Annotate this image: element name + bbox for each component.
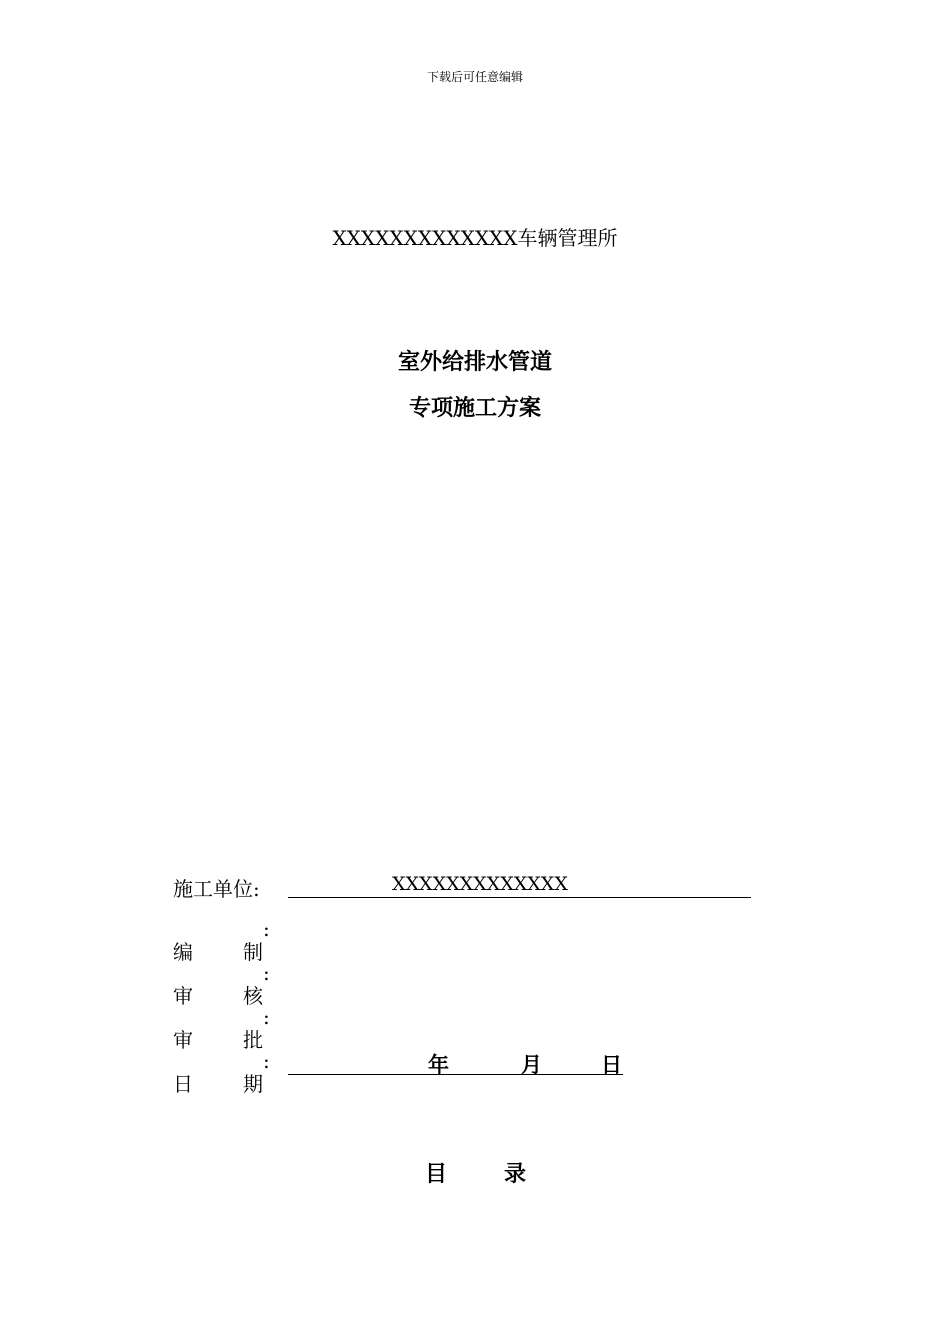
review-label-char-2: 核 [243,984,263,1008]
review-label-char-1: 审 [173,984,193,1008]
toc-title-char-1: 目 [425,1162,448,1187]
document-title-line-2: 专项施工方案 [408,396,541,421]
approve-label-char-2: 批 [243,1028,263,1052]
construction-unit-field[interactable] [288,873,751,898]
approve-row [173,1005,373,1052]
review-row [173,961,373,1008]
author-row [173,917,373,964]
toc-title-char-2: 录 [504,1162,527,1187]
construction-unit-label: 施工单位: [173,877,260,901]
header-note: 下载后可任意编辑 [426,70,523,84]
review-colon: : [263,961,270,985]
date-label-char-1: 日 [173,1072,193,1096]
date-month-label: 月 [521,1053,542,1077]
construction-unit-row [173,873,773,901]
author-label-char-1: 编 [173,940,193,964]
document-title-line-1: 室外给排水管道 [397,350,552,375]
organization-name: XXXXXXXXXXXXX车辆管理所 [332,226,618,250]
author-colon: : [263,917,270,941]
approve-label-char-1: 审 [173,1028,193,1052]
construction-unit-value: XXXXXXXXXXXXX [392,873,568,895]
date-label-char-2: 期 [243,1072,263,1096]
date-field[interactable] [288,1049,623,1075]
author-label-char-2: 制 [243,940,263,964]
date-day-label: 日 [601,1053,622,1077]
date-row [173,1049,673,1096]
date-year-label: 年 [428,1053,449,1077]
date-colon: : [263,1049,270,1073]
approve-colon: : [263,1005,270,1029]
